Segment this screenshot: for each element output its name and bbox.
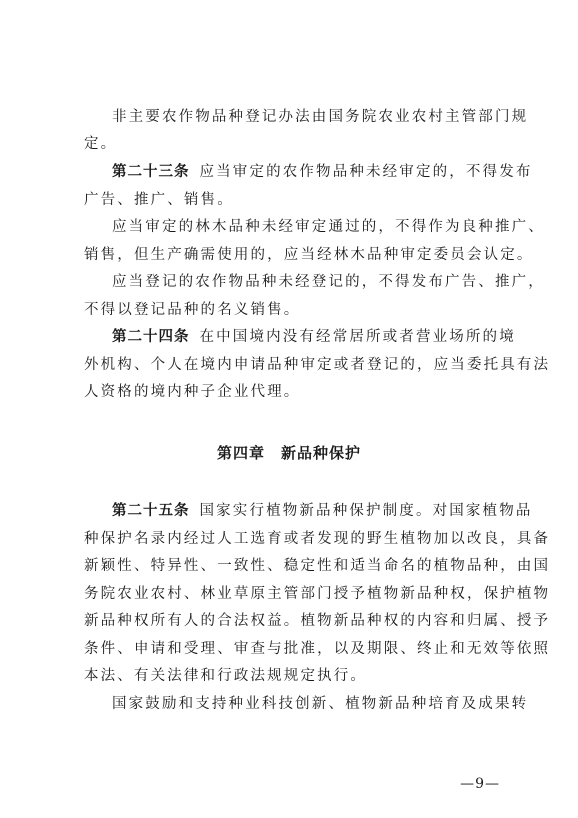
paragraph-line: 销售，但生产确需使用的，应当经林木品种审定委员会认定。 [84, 247, 534, 263]
paragraph-line: 新品种权所有人的合法权益。植物新品种权的内容和归属、授予 [84, 613, 551, 629]
paragraph-line: 外机构、个人在境内申请品种审定或者登记的，应当委托具有法 [84, 357, 551, 373]
paragraph-line: 非主要农作物品种登记办法由国务院农业农村主管部门规 [112, 109, 529, 125]
paragraph-line: 国家鼓励和支持种业科技创新、植物新品种培育及成果转 [112, 696, 529, 712]
paragraph-line: 务院农业农村、林业草原主管部门授予植物新品种权，保护植物 [84, 586, 551, 602]
article-number: 第二十三条 [112, 164, 190, 180]
article-number: 第二十四条 [112, 329, 190, 345]
page-number: —9— [460, 776, 500, 792]
paragraph-text: 在中国境内没有经常居所或者营业场所的境 [199, 329, 516, 345]
paragraph-line: 定。 [84, 136, 118, 152]
article-25-line [112, 501, 533, 521]
article-23-line [112, 162, 533, 182]
paragraph-line: 条件、申请和受理、审查与批准，以及期限、终止和无效等依照 [84, 641, 551, 657]
paragraph-line: 新颖性、特异性、一致性、稳定性和适当命名的植物品种，由国 [84, 558, 551, 574]
paragraph-line: 本法、有关法律和行政法规规定执行。 [84, 668, 368, 684]
article-number: 第二十五条 [112, 503, 190, 519]
article-24-line [112, 327, 516, 347]
paragraph-line: 人资格的境内种子企业代理。 [84, 384, 301, 400]
paragraph-line: 广告、推广、销售。 [84, 192, 234, 208]
paragraph-text: 国家实行植物新品种保护制度。对国家植物品 [199, 503, 533, 519]
paragraph-line: 应当登记的农作物品种未经登记的，不得发布广告、推广， [112, 274, 545, 290]
paragraph-line: 应当审定的林木品种未经审定通过的，不得作为良种推广、 [112, 219, 545, 235]
chapter-title: 第四章 新品种保护 [216, 444, 361, 462]
paragraph-line: 不得以登记品种的名义销售。 [84, 302, 301, 318]
paragraph-text: 应当审定的农作物品种未经审定的，不得发布 [199, 164, 533, 180]
paragraph-line: 种保护名录内经过人工选育或者发现的野生植物加以改良，具备 [84, 531, 551, 547]
